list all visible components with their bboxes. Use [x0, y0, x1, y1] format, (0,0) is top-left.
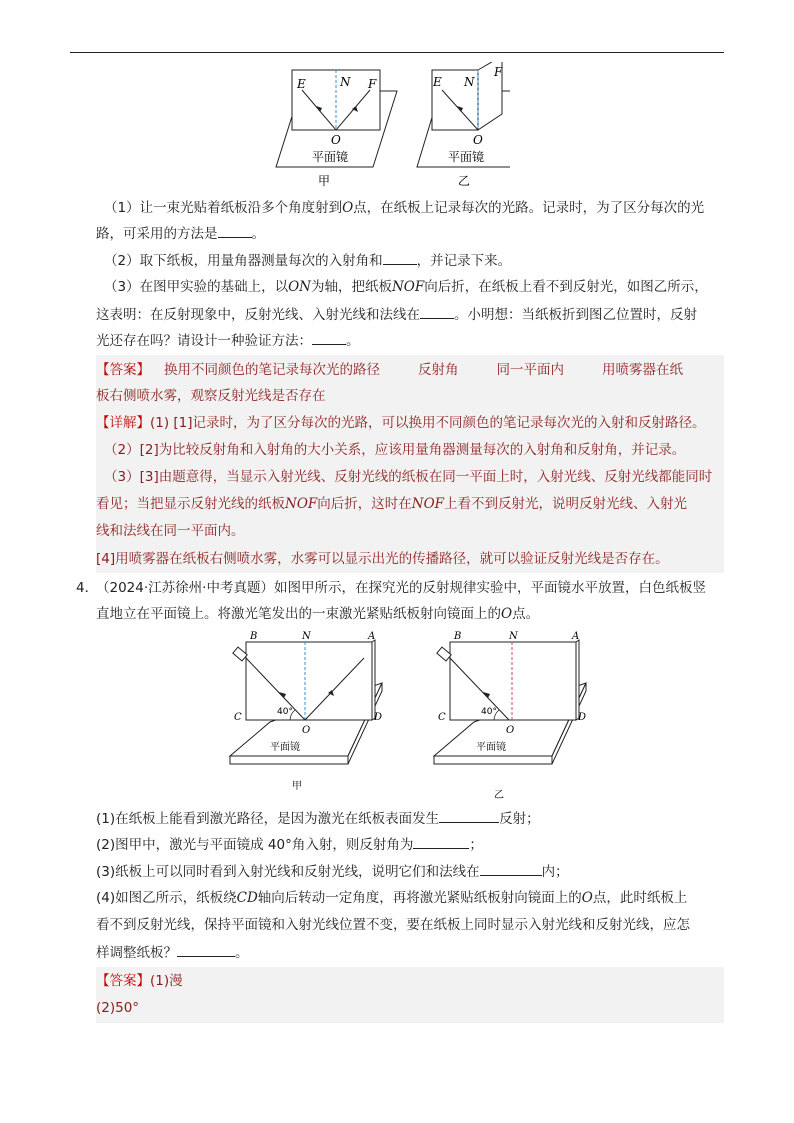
label-A: A: [368, 631, 376, 642]
answer-blank[interactable]: [420, 304, 454, 319]
label-O: O: [302, 725, 311, 736]
q3-line-3: [104, 250, 511, 271]
caption-jia: 甲: [318, 174, 331, 188]
label-E: E: [433, 75, 442, 89]
q4-text: 样调整纸板？: [96, 945, 177, 961]
label-O: O: [331, 133, 341, 147]
detail-line-3: （3）[3]由题意得，当显示入射光线、反射光线的纸板在同一平面上时，入射光线、反射光线都能同时: [104, 469, 713, 485]
q3-text: 向后折，在纸板上看不到反射光，如图乙所示，: [424, 279, 708, 295]
q4-sub-1: [96, 808, 540, 829]
q4-text: 反射；: [499, 811, 540, 827]
q4-answer-1: [96, 971, 183, 991]
answer-blank[interactable]: [413, 834, 469, 849]
q3-line-1: [104, 198, 704, 218]
q4-sub-4c: [96, 942, 249, 963]
q4-text: 轴向后转动一定角度，再将激光紧贴纸板射向镜面上的: [257, 890, 582, 906]
label-C: C: [438, 712, 446, 723]
detail-line-2: （2）[2]为比较反射角和入射角的大小关系，应该用量角器测量每次的入射角和反射角，并记录。: [104, 442, 686, 458]
answer-blank[interactable]: [177, 942, 235, 957]
mirror-edge: [230, 756, 348, 764]
angle-label: 40°: [481, 707, 497, 717]
q4-sub-4b: 看不到反射光线，保持平面镜和入射光线位置不变，要在纸板上同时显示入射光线和反射光线，应怎: [96, 917, 690, 933]
mirror-label: 平面镜: [448, 150, 485, 164]
q4-text: (3)纸板上可以同时看到入射光线和反射光线，说明它们和法线在: [96, 864, 480, 880]
label-N: N: [509, 631, 518, 642]
caption-yi: 乙: [458, 174, 471, 188]
answer-blank[interactable]: [480, 861, 542, 876]
label-O: O: [506, 725, 515, 736]
label-C: C: [234, 712, 242, 723]
label-N: N: [302, 631, 311, 642]
q3-text: ，并记录下来。: [416, 253, 512, 269]
paper-board: [450, 642, 576, 720]
q4-text: 。: [235, 945, 249, 961]
answer-line-2: 板右侧喷水雾，观察反射光线是否存在: [96, 388, 326, 404]
q4-text: (2)图甲中，激光与平面镜成 40°角入射，则反射角为: [96, 837, 414, 853]
q3-text: 。小明想：当纸板折到图乙位置时，反射: [454, 307, 697, 323]
label-A: A: [572, 631, 580, 642]
point-O: O: [342, 200, 354, 216]
caption-yi: 乙: [494, 790, 504, 801]
answer-blank[interactable]: [439, 808, 499, 823]
detail-text: 看见；当把显示反射光线的纸板: [96, 496, 285, 512]
detail-1: (1) [1]记录时，为了区分每次的光路，可以换用不同颜色的笔记录每次光的入射和反射路径。: [150, 415, 706, 431]
label-E: E: [297, 77, 306, 91]
q4-head-1: （2024·江苏徐州·中考真题）如图甲所示，在探究光的反射规律实验中，平面镜水平放置，白色纸板竖: [96, 580, 706, 596]
q4-text: 点。: [512, 606, 540, 622]
answer-tag: 【答案】: [96, 362, 150, 378]
mirror-edge: [434, 756, 552, 764]
q3-text: 点，在纸板上记录每次的光路。记录时，为了区分每次的光: [353, 200, 705, 216]
figure-1: [270, 62, 510, 194]
mirror-label: 平面镜: [312, 150, 349, 164]
q4-sub-3: [96, 861, 569, 882]
board-edge: [372, 640, 375, 720]
q3-text: 光还存在吗？请设计一种验证方法：: [96, 333, 312, 349]
label-D: D: [374, 712, 383, 723]
answer-blank[interactable]: [218, 223, 252, 238]
laser-pen-icon: [233, 647, 247, 661]
q4-text: ；: [469, 837, 483, 853]
q3-text: 为轴，把纸板: [310, 279, 392, 295]
board-NOF: NOF: [411, 496, 444, 512]
mirror-label: 平面镜: [270, 742, 300, 753]
q4-text: 直地立在平面镜上。将激光笔发出的一束激光紧贴纸板射向镜面上的: [96, 606, 501, 622]
detail-line-4: [96, 494, 687, 514]
q3-text: （3）在图甲实验的基础上，以: [104, 279, 289, 295]
answer-blank[interactable]: [383, 250, 417, 265]
board-NOF: NOF: [391, 279, 425, 295]
label-N: N: [464, 75, 475, 89]
q4-sub-4: [96, 888, 687, 908]
q4-head-2: [96, 604, 539, 624]
answer-blank[interactable]: [312, 330, 346, 345]
point-O: O: [581, 890, 593, 906]
q4-sub-2: [96, 834, 483, 855]
label-D: D: [578, 712, 587, 723]
detail-line-1: [96, 413, 706, 433]
point-O: O: [501, 606, 513, 622]
laser-pen-icon: [437, 647, 451, 661]
answer-tag: 【答案】: [96, 973, 150, 989]
answer-3: 同一平面内: [496, 362, 564, 378]
answer-1: 换用不同颜色的笔记录每次光的路径: [164, 362, 380, 378]
answer-value: (1)漫: [150, 973, 183, 989]
mirror-label: 平面镜: [476, 742, 506, 753]
detail-text: 上看不到反射光，说明反射光线、入射光: [444, 496, 687, 512]
q4-text: (1)在纸板上能看到激光路径，是因为激光在纸板表面发生: [96, 811, 440, 827]
label-F: F: [494, 65, 503, 79]
q3-line-4: [104, 277, 708, 297]
detail-line-5: 线和法线在同一平面内。: [96, 523, 245, 539]
q4-text: 点，此时纸板上: [592, 890, 688, 906]
answer-box: [96, 967, 724, 1023]
q3-line-6: [96, 330, 360, 351]
axis-ON: ON: [288, 279, 311, 295]
q3-line-2: [96, 223, 265, 244]
answer-line-1: [96, 360, 683, 380]
q4-number: 4．: [76, 580, 99, 596]
board-edge: [576, 640, 579, 720]
q4-answer-2: (2)50°: [96, 1000, 140, 1016]
figure-2-drawing: [224, 626, 594, 804]
header-rule: [70, 52, 724, 53]
label-F: F: [368, 77, 377, 91]
paper-board: [246, 642, 372, 720]
figure-1-drawing: [270, 62, 510, 194]
label-N: N: [340, 75, 351, 89]
label-O: O: [473, 133, 483, 147]
detail-line-6: [4]用喷雾器在纸板右侧喷水雾，水雾可以显示出光的传播路径，就可以验证反射光线是否存在。: [96, 551, 669, 567]
detail-text: 向后折，这时在: [317, 496, 412, 512]
answer-4: 用喷雾器在纸: [602, 362, 683, 378]
q4-text: (4)如图乙所示，纸板绕: [96, 890, 237, 906]
q3-text: （2）取下纸板，用量角器测量每次的入射角和: [104, 253, 383, 269]
axis-CD: CD: [236, 890, 258, 906]
q3-text: 这表明：在反射现象中，反射光线、入射光线和法线在: [96, 307, 420, 323]
label-B: B: [250, 631, 258, 642]
q4-text: 内；: [541, 864, 569, 880]
q3-text: 。: [251, 226, 265, 242]
q3-line-5: [96, 304, 697, 325]
detail-tag: 【详解】: [96, 415, 150, 431]
label-B: B: [454, 631, 462, 642]
angle-label: 40°: [277, 707, 293, 717]
q3-text: 路，可采用的方法是: [96, 226, 218, 242]
figure-2: [224, 626, 594, 804]
q3-text: 。: [346, 333, 360, 349]
q3-text: （1）让一束光贴着纸板沿多个角度射到: [104, 200, 343, 216]
board-NOF: NOF: [285, 496, 318, 512]
answer-2: 反射角: [418, 362, 459, 378]
caption-jia: 甲: [292, 781, 302, 792]
